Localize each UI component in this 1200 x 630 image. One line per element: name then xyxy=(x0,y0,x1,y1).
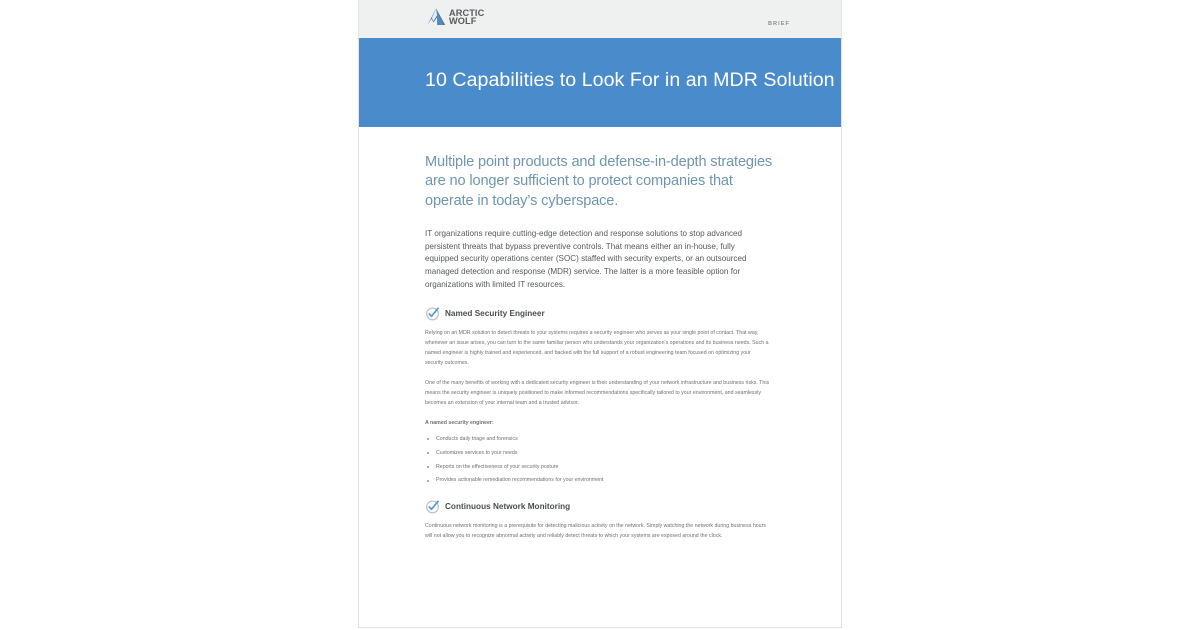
capability-block xyxy=(425,306,775,485)
capability-list xyxy=(425,435,775,485)
check-circle-icon xyxy=(425,306,440,321)
title-banner xyxy=(359,38,841,127)
arctic-wolf-logo xyxy=(427,8,484,26)
capability-heading xyxy=(425,306,775,321)
document-type-label: BRIEF xyxy=(767,21,790,27)
document-body xyxy=(359,153,841,541)
document-masthead xyxy=(359,0,841,38)
check-circle-icon xyxy=(425,499,440,514)
logo-word-wolf: WOLF xyxy=(449,16,477,26)
intro-text: IT organizations require cutting-edge detection and response solutions to stop advanced persistent threats that bypass preventive controls. That means either an in-house, fully equipped security operations center (SOC) staffed with security experts, or an outsourced managed detection and response (MDR) service. The latter is a more feasible option for organizations with limited IT resources. xyxy=(425,228,747,289)
list-item: Conducts daily triage and forensics xyxy=(425,435,775,443)
capability-paragraph: One of the many benefits of working with a dedicated security engineer is their understanding of your network infrastructure and business risks. This means the security engineer is uniquely positioned to make informed recommendations specifically tailored to your environment, and seamlessly becomes an extension of your internal team and a trusted advisor. xyxy=(425,379,770,407)
capability-list-lead: A named security engineer: xyxy=(425,420,494,427)
arctic-wolf-wordmark xyxy=(449,9,484,26)
lede-statement: Multiple point products and defense-in-depth strategies are no longer sufficient to protect companies that operate in today’s cyberspace. xyxy=(425,154,773,209)
capability-block xyxy=(425,499,775,541)
page-title: 10 Capabilities to Look For in an MDR Solution xyxy=(425,69,835,91)
intro-paragraph xyxy=(425,228,765,292)
list-item: Provides actionable remediation recommendations for your environment xyxy=(425,476,775,484)
capability-paragraph: Continuous network monitoring is a prerequisite for detecting malicious activity on the network. Simply watching the network during business hours will not allow you to recognize abnormal activity and reliably detect threats to which your systems are exposed around the clock. xyxy=(425,522,766,540)
capability-heading xyxy=(425,499,775,514)
list-item: Customizes services to your needs xyxy=(425,449,775,457)
logo-word-arctic: ARCTIC xyxy=(449,7,485,18)
capability-title: Continuous Network Monitoring xyxy=(445,501,571,511)
capability-paragraph: Relying on an MDR solution to detect threats to your systems requires a security engineer who serves as your single point of contact. That way, whenever an issue arises, you can turn to the same familiar person who understands your organization’s operations and its business needs. Such a named engineer is highly trained and experienced, and backed with the full support of a robust engineering team focused on optimizing your security outcomes. xyxy=(425,329,769,367)
capability-title: Named Security Engineer xyxy=(445,308,545,318)
list-item: Reports on the effectiveness of your security posture xyxy=(425,463,775,471)
arctic-wolf-mountain-icon xyxy=(427,8,446,26)
document-page xyxy=(358,0,842,628)
